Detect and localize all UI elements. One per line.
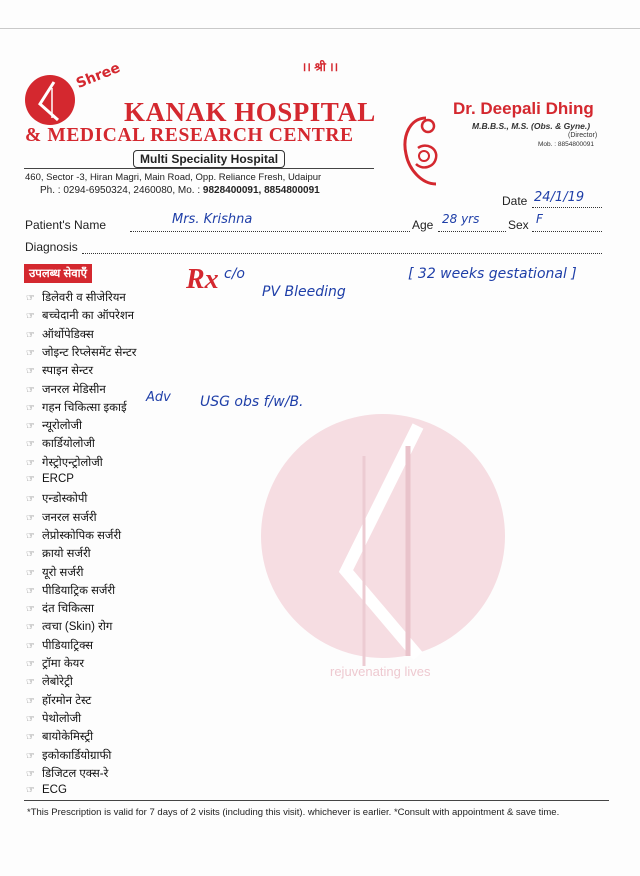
service-label: बच्चेदानी का ऑपरेशन — [42, 310, 135, 323]
service-label: ऑर्थोपेडिक्स — [42, 328, 94, 341]
sex-label: Sex — [508, 218, 529, 232]
doctor-mobile: Mob. : 8854800091 — [538, 141, 595, 148]
pointing-hand-icon: ☞ — [26, 713, 35, 725]
pointing-hand-icon: ☞ — [26, 530, 35, 542]
diagnosis-line — [82, 252, 602, 254]
patient-name-line — [130, 230, 410, 232]
service-item — [26, 748, 111, 763]
pointing-hand-icon: ☞ — [26, 695, 35, 707]
service-item — [26, 565, 84, 580]
service-item — [26, 400, 127, 415]
service-item — [26, 528, 121, 543]
gestation-note: [ 32 weeks gestational ] — [408, 266, 577, 282]
service-label: हॉरमोन टेस्ट — [42, 694, 92, 707]
rx-symbol: Rx — [186, 264, 219, 295]
pointing-hand-icon: ☞ — [26, 293, 35, 304]
service-label: लेबोरेट्री — [42, 676, 73, 689]
services-title: उपलब्ध सेवाएँ — [24, 264, 92, 283]
footer-note: *This Prescription is valid for 7 days of 2 visits (including this visit). whichever is earlier. *Consult with appointment & save time. — [27, 807, 560, 818]
service-label: त्वचा (Skin) रोग — [42, 621, 113, 634]
pointing-hand-icon: ☞ — [26, 384, 35, 396]
service-item — [26, 382, 106, 397]
service-item — [26, 491, 87, 506]
pointing-hand-icon: ☞ — [26, 457, 35, 469]
complaint-prefix: c/o — [224, 266, 245, 282]
service-label: क्रायो सर्जरी — [42, 548, 91, 561]
service-item — [26, 619, 112, 634]
service-item — [26, 436, 95, 451]
pointing-hand-icon: ☞ — [26, 567, 35, 579]
watermark-text: rejuvenating lives — [330, 664, 431, 679]
sex-value: F — [536, 212, 543, 226]
pointing-hand-icon: ☞ — [26, 329, 35, 341]
pointing-hand-icon: ☞ — [26, 585, 35, 597]
service-label: बायोकेमिस्ट्री — [42, 731, 94, 744]
invocation: ।। श्री ।। — [301, 60, 339, 74]
pointing-hand-icon: ☞ — [26, 402, 35, 414]
logo-tag: Shree — [74, 59, 123, 92]
service-label: पीडियाट्रिक सर्जरी — [42, 584, 116, 597]
hospital-subtitle: & MEDICAL RESEARCH CENTRE — [25, 125, 354, 146]
service-item — [26, 290, 126, 305]
service-item — [26, 766, 108, 781]
pointing-hand-icon: ☞ — [26, 311, 35, 323]
age-label: Age — [412, 218, 434, 232]
service-label: जोइन्ट रिप्लेसमेंट सेन्टर — [42, 346, 137, 359]
pointing-hand-icon: ☞ — [26, 640, 35, 652]
service-item — [26, 363, 93, 378]
pointing-hand-icon: ☞ — [26, 677, 35, 689]
mother-child-icon — [396, 114, 452, 188]
service-item — [26, 638, 93, 653]
pointing-hand-icon: ☞ — [26, 474, 35, 485]
service-item — [26, 784, 67, 796]
pointing-hand-icon: ☞ — [26, 512, 35, 524]
sex-line — [532, 230, 602, 232]
service-label: पीडियाट्रिक्स — [42, 639, 94, 652]
service-label: दंत चिकित्सा — [42, 603, 94, 616]
service-item — [26, 674, 73, 689]
pointing-hand-icon: ☞ — [26, 622, 35, 634]
service-label: डिजिटल एक्स-रे — [42, 767, 109, 780]
service-label: लेप्रोस्कोपिक सर्जरी — [42, 529, 122, 542]
pointing-hand-icon: ☞ — [26, 768, 35, 780]
service-label: पेथोलोजी — [42, 712, 82, 725]
doctor-name: Dr. Deepali Dhing — [453, 99, 594, 118]
pointing-hand-icon: ☞ — [26, 421, 35, 433]
service-item — [26, 418, 82, 433]
service-item — [26, 473, 74, 485]
service-label: यूरो सर्जरी — [42, 566, 84, 579]
pointing-hand-icon: ☞ — [26, 732, 35, 744]
service-item — [26, 656, 84, 671]
pointing-hand-icon: ☞ — [26, 750, 35, 762]
service-label: कार्डियोलोजी — [42, 438, 95, 451]
doctor-role: (Director) — [568, 132, 598, 139]
advice-text: USG obs f/w/B. — [200, 394, 304, 410]
age-value: 28 yrs — [442, 212, 480, 226]
header-divider — [24, 168, 374, 169]
service-item — [26, 510, 97, 525]
patient-name-value: Mrs. Krishna — [172, 212, 253, 227]
pointing-hand-icon: ☞ — [26, 785, 35, 797]
service-label: स्पाइन सेन्टर — [42, 365, 94, 378]
diagnosis-label: Diagnosis — [25, 240, 78, 254]
service-item — [26, 345, 137, 360]
service-label: गहन चिकित्सा इकाई — [42, 401, 127, 414]
speciality-badge: Multi Speciality Hospital — [133, 150, 285, 168]
service-label: न्यूरोलोजी — [42, 420, 83, 433]
top-border — [0, 28, 640, 29]
service-item — [26, 711, 81, 726]
phone-prefix: Ph. : 0294-6950324, 2460080, Mo. : — [40, 185, 203, 196]
watermark-logo — [258, 386, 508, 696]
service-label: जनरल सर्जरी — [42, 511, 97, 524]
service-label: ट्रॉमा केयर — [42, 658, 85, 670]
service-item — [26, 693, 91, 708]
date-value: 24/1/19 — [534, 190, 585, 205]
date-label: Date — [502, 194, 528, 208]
patient-name-label: Patient's Name — [25, 218, 106, 232]
service-item — [26, 546, 91, 561]
hospital-logo-icon — [24, 74, 76, 126]
service-item — [26, 308, 134, 323]
service-item — [26, 729, 93, 744]
service-label: जनरल मेडिसीन — [42, 383, 106, 396]
service-label: इकोकार्डियोग्राफी — [42, 749, 112, 762]
age-line — [438, 230, 506, 232]
service-label: डिलेवरी व सीजेरियन — [42, 292, 126, 304]
hospital-address: 460, Sector -3, Hiran Magri, Main Road, Opp. Reliance Fresh, Udaipur — [25, 172, 322, 183]
service-item — [26, 455, 103, 470]
service-item — [26, 601, 94, 616]
hospital-phone — [40, 185, 320, 196]
hospital-name: KANAK HOSPITAL — [124, 97, 376, 127]
service-label: ECG — [42, 784, 67, 797]
service-label: ERCP — [42, 473, 74, 485]
phone-numbers: 9828400091, 8854800091 — [202, 185, 320, 196]
service-item — [26, 327, 94, 342]
doctor-qualifications: M.B.B.S., M.S. (Obs. & Gyne.) — [472, 121, 591, 131]
advice-label: Adv — [146, 390, 171, 405]
pointing-hand-icon: ☞ — [26, 439, 35, 451]
pointing-hand-icon: ☞ — [26, 549, 35, 561]
complaint-text: PV Bleeding — [262, 284, 346, 300]
service-item — [26, 583, 115, 598]
pointing-hand-icon: ☞ — [26, 347, 35, 359]
pointing-hand-icon: ☞ — [26, 366, 35, 378]
footer-divider — [24, 800, 609, 801]
date-line — [532, 206, 602, 208]
service-label: गेस्ट्रोएन्ट्रोलोजी — [42, 456, 103, 469]
pointing-hand-icon: ☞ — [26, 659, 35, 670]
pointing-hand-icon: ☞ — [26, 494, 35, 506]
pointing-hand-icon: ☞ — [26, 604, 35, 616]
service-label: एन्डोस्कोपी — [42, 493, 88, 506]
